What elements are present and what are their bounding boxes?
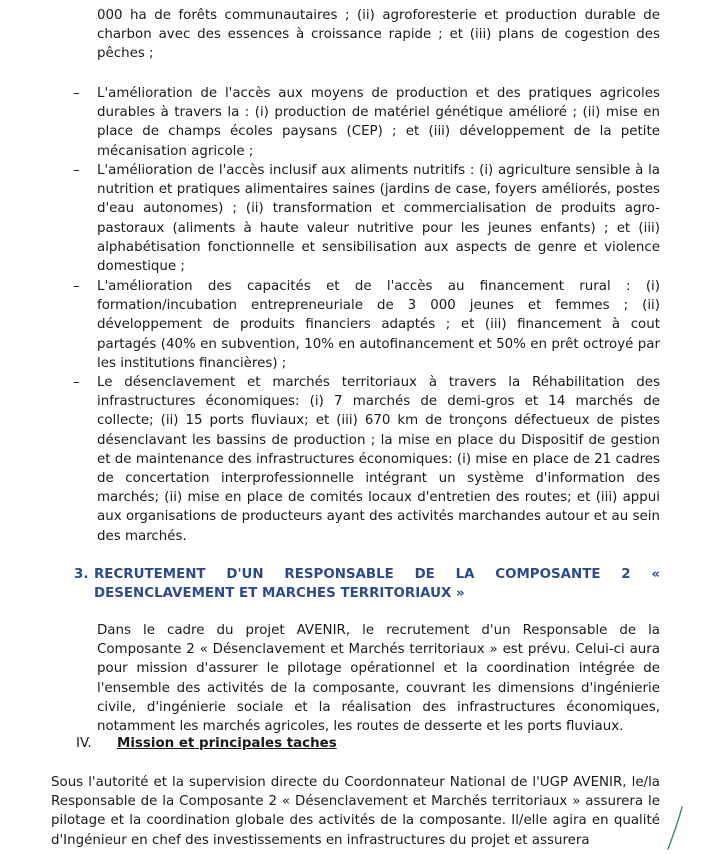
- list-item-text: L'amélioration de l'accès aux moyens de production et des pratiques agricoles durables à travers la : (i) production de matériel génétique amélioré ; (ii) mise en place de champs écoles paysans (CEP) ; et (iii) développement de la petite mécanisation agricole ;: [97, 86, 660, 159]
- list-dash: –: [73, 86, 80, 101]
- final-paragraph: Sous l'autorité et la supervision directe du Coordonnateur National de l'UGP AVENIR, le/la Responsable de la Composante 2 « Désenclavement et Marchés territoriaux » assurera le pilotage et la coordination globale des activités de la composante. Il/elle agira en qualité d'Ingénieur en chef des investissements en infrastructures du projet et assurera: [51, 775, 660, 848]
- list-item-text: Le désenclavement et marchés territoriaux à travers la Réhabilitation des infrastructures économiques: (i) 7 marchés de demi-gros et 14 marchés de collecte; (ii) 15 ports fluviaux; et (iii) 670 km de tronçons défectueux de pistes désenclavant les bassins de production ; la mise en place du Dispositif de gestion et de maintenance des infrastructures économiques: (i) mise en place de 21 cadres de concertation interprofessionnelle intégrant un système d'information des marchés; (ii) mise en place de comités locaux d'entretien des routes; et (iii) appui aux organisations de producteurs ayant des activités marchandes autour et au sein des marchés.: [97, 375, 660, 544]
- list-dash: –: [73, 163, 80, 178]
- section-title: Mission et principales taches: [117, 736, 337, 751]
- section-3-paragraph: Dans le cadre du projet AVENIR, le recrutement d'un Responsable de la Composante 2 « Désenclavement et Marchés territoriaux » est prévu. Celui-ci aura pour mission d'assurer le pilotage opérationnel et la coordination intégrée de l'ensemble des activités de la composante, couvrant les dimensions d'ingénierie civile, d'ingénierie sociale et la réalisation des infrastructures économiques, notamment les marchés agricoles, les routes de desserte et les ports fluviaux.: [97, 623, 660, 735]
- section-title: RECRUTEMENT D'UN RESPONSABLE DE LA COMPOSANTE 2 « DESENCLAVEMENT ET MARCHES TERRITORIAUX »: [94, 567, 660, 602]
- section-number: IV.: [76, 736, 92, 751]
- handwritten-mark: [662, 805, 688, 851]
- list-item-text: L'amélioration de l'accès inclusif aux aliments nutritifs : (i) agriculture sensible à la nutrition et pratiques alimentaires saines (jardins de case, foyers améliorés, postes d'eau autonomes) ; (ii) transformation et commercialisation de produits agro-pastoraux (aliments à haute valeur nutritive pour les jeunes enfants) ; et (iii) alphabétisation fonctionnelle et sensibilisation aux aspects de genre et violence domestique ;: [97, 163, 660, 275]
- list-item-text: L'amélioration des capacités et de l'accès au financement rural : (i) formation/incubation entrepreneuriale de 3 000 jeunes et femmes ; (ii) développement de produits financiers adaptés ; et (iii) financement à cout partagés (40% en subvention, 10% en autofinancement et 50% en prêt octroyé par les institutions financières) ;: [97, 279, 660, 371]
- section-number: 3.: [74, 567, 89, 582]
- list-dash: –: [73, 279, 80, 294]
- continuation-paragraph: 000 ha de forêts communautaires ; (ii) agroforesterie et production durable de charbon avec des essences à croissance rapide ; et (iii) plans de cogestion des pêches ;: [97, 8, 660, 62]
- list-dash: –: [73, 375, 80, 390]
